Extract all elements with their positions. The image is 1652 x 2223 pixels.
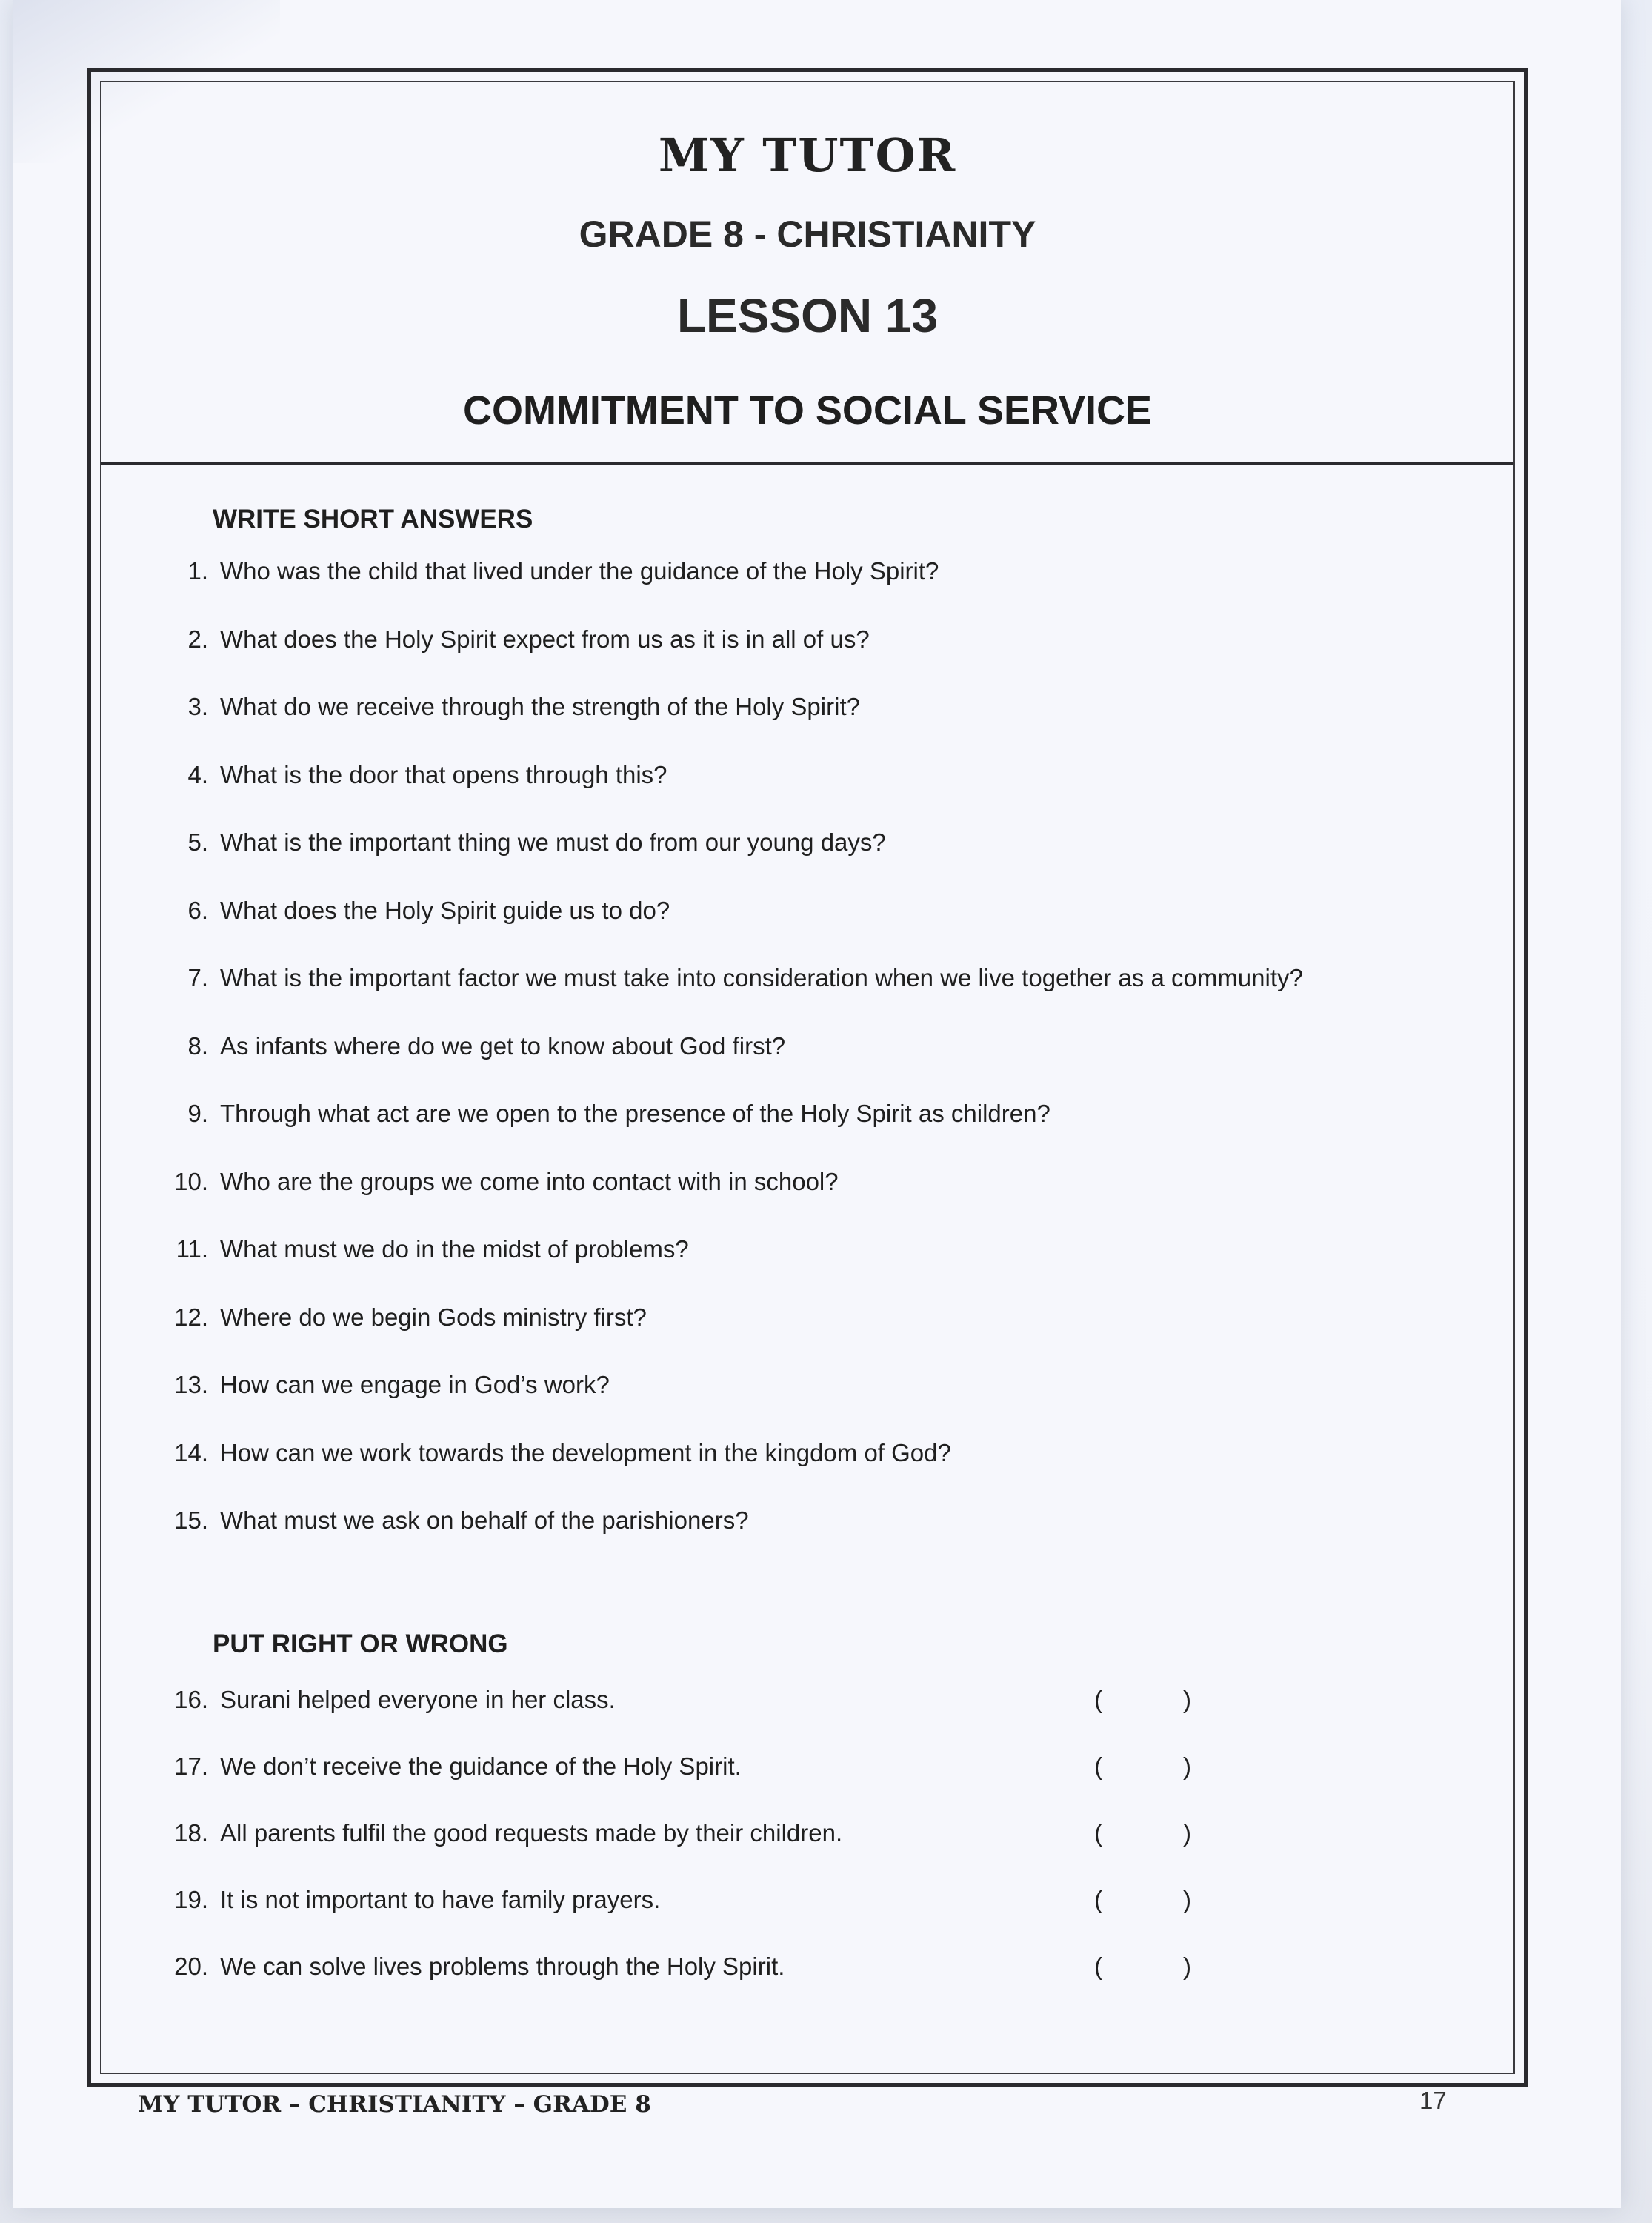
answer-box-open: ( [1094, 1752, 1102, 1780]
statement-text: Surani helped everyone in her class. [220, 1686, 616, 1713]
question-item [146, 888, 1484, 933]
worksheet-inner-border [100, 81, 1515, 2074]
answer-box-open: ( [1094, 1953, 1102, 1980]
footer-title: MY TUTOR – CHRISTIANITY – GRADE 8 [138, 2091, 651, 2118]
question-text: How can we work towards the development in the kingdom of God? [220, 1438, 951, 1466]
question-item [146, 685, 1484, 729]
question-item [146, 1363, 1484, 1407]
question-number: 9. [187, 1100, 208, 1127]
answer-box-open: ( [1094, 1819, 1102, 1847]
question-number: 10. [174, 1167, 208, 1195]
question-text: How can we engage in God’s work? [220, 1371, 610, 1398]
question-number: 6. [187, 896, 208, 924]
question-text: What must we ask on behalf of the parishioners? [220, 1506, 749, 1534]
answer-box-open: ( [1094, 1886, 1102, 1913]
answer-box-close: ) [1183, 1686, 1191, 1713]
question-number: 5. [187, 828, 208, 856]
statement-item [146, 1678, 1484, 1722]
section-heading-short-answers: WRITE SHORT ANSWERS [213, 505, 533, 534]
answer-box-close: ) [1183, 1752, 1191, 1780]
grade-subject: GRADE 8 - CHRISTIANITY [579, 213, 1036, 255]
question-text: Where do we begin Gods ministry first? [220, 1303, 647, 1331]
question-item [146, 617, 1484, 662]
question-text: What is the important factor we must take into consideration when we live together as a community? [220, 964, 1303, 991]
question-number: 14. [174, 1438, 208, 1466]
page-number: 17 [1419, 2087, 1447, 2114]
question-number: 15. [174, 1506, 208, 1534]
statement-number: 16. [174, 1686, 208, 1713]
question-number: 8. [187, 1031, 208, 1060]
question-item [146, 1160, 1484, 1204]
question-number: 11. [176, 1235, 208, 1263]
question-number: 7. [187, 964, 208, 991]
question-item [146, 549, 1484, 594]
answer-box-open: ( [1094, 1686, 1102, 1713]
question-text: What does the Holy Spirit guide us to do? [220, 896, 670, 924]
answer-box-close: ) [1183, 1953, 1191, 1980]
statement-text: It is not important to have family prayers. [220, 1886, 661, 1913]
question-text: What does the Holy Spirit expect from us as it is in all of us? [220, 625, 870, 653]
question-number: 4. [187, 760, 208, 788]
statement-item [146, 1811, 1484, 1855]
book-title: MY TUTOR [658, 128, 957, 182]
statement-number: 18. [174, 1819, 208, 1847]
question-number: 13. [174, 1371, 208, 1398]
question-item [146, 1295, 1484, 1340]
question-item [146, 1024, 1484, 1069]
question-text: As infants where do we get to know about God first? [220, 1031, 786, 1060]
answer-box-close: ) [1183, 1886, 1191, 1913]
question-text: What must we do in the midst of problems? [220, 1235, 689, 1263]
question-text: What do we receive through the strength of the Holy Spirit? [220, 693, 860, 720]
worksheet-frame [87, 68, 1528, 2087]
question-text: What is the important thing we must do from our young days? [220, 828, 886, 856]
question-number: 1. [187, 557, 208, 585]
section-heading-right-or-wrong: PUT RIGHT OR WRONG [213, 1629, 508, 1658]
question-number: 2. [187, 625, 208, 653]
statement-text: All parents fulfil the good requests made by their children. [220, 1819, 843, 1847]
question-text: What is the door that opens through this? [220, 760, 667, 788]
statement-item [146, 1744, 1484, 1789]
statement-number: 17. [174, 1752, 208, 1780]
statement-item [146, 1944, 1484, 1989]
statement-text: We don’t receive the guidance of the Holy Spirit. [220, 1752, 742, 1780]
statement-text: We can solve lives problems through the Holy Spirit. [220, 1953, 785, 1980]
question-item [146, 753, 1484, 797]
lesson-number: LESSON 13 [676, 289, 939, 342]
question-text: Through what act are we open to the presence of the Holy Spirit as children? [220, 1100, 1050, 1127]
statement-item [146, 1878, 1484, 1922]
question-text: Who was the child that lived under the guidance of the Holy Spirit? [220, 557, 939, 585]
question-item [146, 956, 1484, 1000]
lesson-topic: COMMITMENT TO SOCIAL SERVICE [462, 388, 1153, 433]
question-text: Who are the groups we come into contact with in school? [220, 1167, 839, 1195]
question-item [146, 1091, 1484, 1136]
question-number: 3. [187, 693, 208, 720]
question-item [146, 1431, 1484, 1475]
question-number: 12. [174, 1303, 208, 1331]
answer-box-close: ) [1183, 1819, 1191, 1847]
statement-number: 20. [174, 1953, 208, 1980]
question-item [146, 820, 1484, 865]
worksheet-header [101, 82, 1513, 465]
statement-number: 19. [174, 1886, 208, 1913]
question-item [146, 1227, 1484, 1272]
question-item [146, 1498, 1484, 1543]
